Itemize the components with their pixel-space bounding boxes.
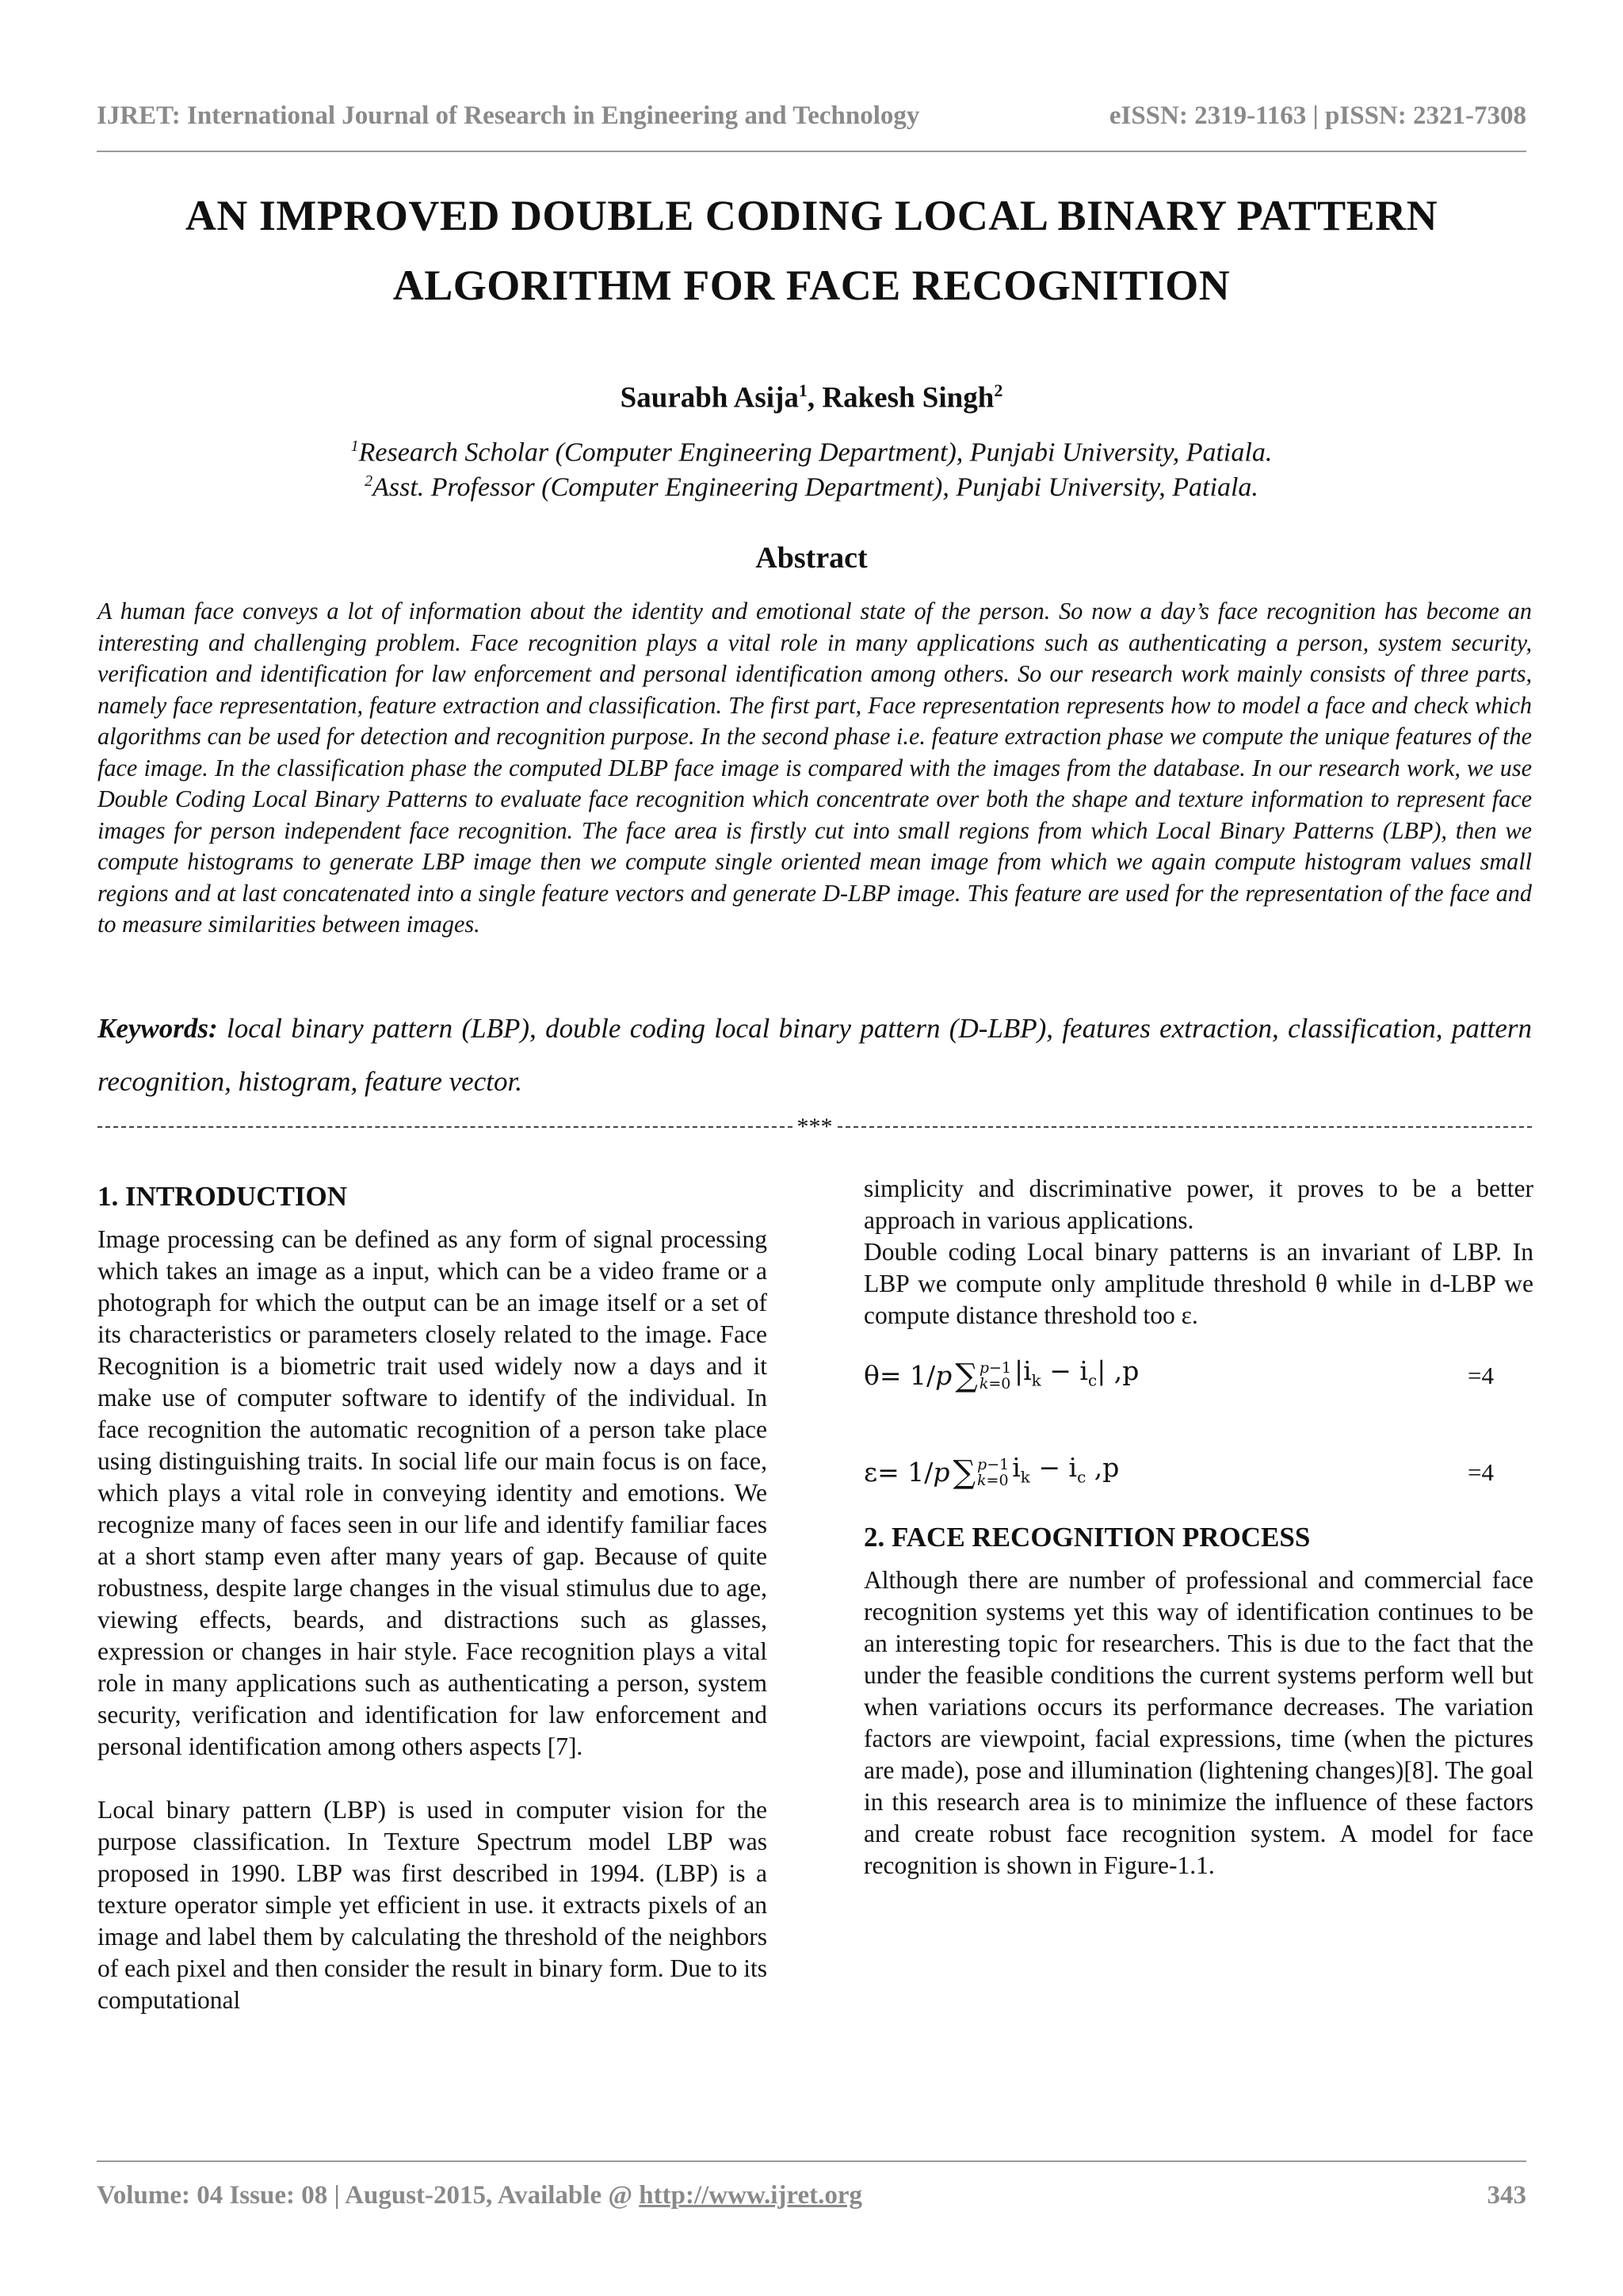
separator-stars: *** [796,1114,833,1140]
running-header [97,97,1526,135]
footer-rule [97,2160,1526,2162]
title-line-2: ALGORITHM FOR FACE RECOGNITION [392,262,1231,309]
affiliation [0,472,1623,502]
header-rule [97,151,1526,152]
sum-lower-limit: 𝑘=0 [977,1472,1009,1489]
summation [955,1360,1011,1392]
equation-epsilon [864,1449,1533,1496]
page-number: 343 [1487,2180,1526,2210]
section-heading-introduction: 1. INTRODUCTION [97,1181,348,1212]
affiliation-mark: 2 [365,472,373,490]
equation-subscript: k [1031,1370,1041,1390]
equation-term: i [1012,1452,1021,1484]
equation-subscript: c [1077,1467,1086,1487]
paragraph: Although there are number of professional and commercial face recognition systems yet this way of identification continues to be an interesting topic for researchers. This is due to the fact that the under the feasible conditions the current systems perform well but when variations occurs its performance decreases. The variation factors are viewpoint, facial expressions, time (when the pictures are made), pose and illumination (lightening changes)[8]. The goal in this research area is to minimize the influence of these factors and create robust face recognition system. A model for face recognition is shown in Figure-1.1. [864,1566,1533,1879]
affiliation-text: Asst. Professor (Computer Engineering Department), Punjabi University, Patiala. [372,472,1258,502]
paper-title [79,181,1544,320]
title-line-1: AN IMPROVED DOUBLE CODING LOCAL BINARY PATTERN [185,192,1438,239]
equation-subscript: c [1087,1370,1098,1390]
equation-number: =4 [1468,1362,1494,1389]
keywords-text: local binary pattern (LBP), double coding local binary pattern (D-LBP), features extraction, classification, pattern recognition, histogram, feature vector. [97,1013,1532,1097]
equation-theta [864,1352,1533,1400]
equation-term: | ,p [1097,1355,1140,1387]
summation-limits [980,1360,1011,1392]
equation-term: |i [1014,1355,1032,1387]
left-column [97,1173,767,2016]
paragraph-gap [97,1763,767,1794]
paragraph: simplicity and discriminative power, it proves to be a better approach in various applications. [864,1175,1533,1234]
equation-term: ,p [1086,1452,1120,1484]
author-affil-mark: 1 [798,380,808,400]
abstract-heading: Abstract [755,541,868,575]
author-name: Rakesh Singh [822,381,995,415]
dashed-rule [97,1126,792,1128]
affiliation-mark: 1 [350,437,359,455]
sum-upper-limit: 𝑝−1 [977,1456,1010,1473]
equation-subscript: k [1020,1467,1030,1487]
equation-term: − i [1029,1452,1078,1484]
affiliation-text: Research Scholar (Computer Engineering Department), Punjabi University, Patiala. [358,437,1273,468]
keywords-label: Keywords: [97,1013,218,1044]
sigma-symbol: ∑ [953,1454,976,1491]
keywords [97,1002,1532,1108]
section-heading-face-recognition-process: 2. FACE RECOGNITION PROCESS [864,1522,1311,1553]
sum-upper-limit: 𝑝−1 [979,1359,1011,1377]
equation-body [1014,1355,1139,1396]
right-column [864,1173,1533,1881]
equation-term: − i [1041,1355,1088,1387]
sum-lower-limit: 𝑘=0 [979,1375,1011,1392]
journal-url-link[interactable]: http://www.ijret.org [639,2180,862,2210]
equation-body [1012,1452,1119,1493]
dashed-rule [838,1126,1533,1128]
running-footer [97,2176,1526,2214]
equation-expression [864,1452,1119,1493]
paragraph: Local binary pattern (LBP) is used in computer vision for the purpose classification. In Texture Spectrum model LBP was proposed in 1990. LBP was first described in 1994. (LBP) is a texture operator simple yet efficient in use. it extracts pixels of an image and label them by calculating the threshold of the neighbors of each pixel and then consider the result in binary form. Due to its computational [97,1796,768,2014]
volume-info [97,2181,862,2210]
equation-lhs: θ= 1/𝑝 [864,1360,953,1391]
summation-limits [977,1457,1009,1488]
volume-text: Volume: 04 Issue: 08 | August-2015, Available @ [97,2180,640,2210]
equation-expression [864,1355,1139,1396]
equation-lhs: ɛ= 1/𝑝 [864,1457,950,1488]
abstract-text: A human face conveys a lot of information about the identity and emotional state of the person. So now a day’s face recognition has become an interesting and challenging problem. Face recognition plays a vital role in many applications such as authenticating a person, system security, verification and identification for law enforcement and personal identification among others. So our research work mainly consists of three parts, namely face representation, feature extraction and classification. The first part, Face representation represents how to model a face and check which algorithms can be used for detection and recognition purpose. In the second phase i.e. feature extraction phase we compute the unique features of the face image. In the classification phase the computed DLBP face image is compared with the images from the database. In our research work, we use Double Coding Local Binary Patterns to evaluate face recognition which concentrate over both the shape and texture information to represent face images for person independent face recognition. The face area is firstly cut into small regions from which Local Binary Patterns (LBP), then we compute histograms to generate LBP image then we compute single oriented mean image from which we again compute histogram values small regions and at last concatenated into a single feature vectors and generate D-LBP image. This feature are used for the representation of the face and to measure similarities between images. [97,598,1532,938]
equation-number: =4 [1468,1458,1494,1486]
affiliation [0,437,1623,468]
summation [953,1454,1010,1491]
issn-info: eISSN: 2319-1163 | pISSN: 2321-7308 [1109,101,1526,130]
author-name: Saurabh Asija [620,381,799,415]
paragraph: Double coding Local binary patterns is an invariant of LBP. In LBP we compute only amplitude threshold θ while in d-LBP we compute distance threshold too ɛ. [864,1238,1533,1329]
paragraph: Image processing can be defined as any form of signal processing which takes an image as a input, which can be a video frame or a photograph for which the output can be an image itself or a set of its characteristics or parameters closely related to the image. Face Recognition is a biometric trait used widely now a days and it make use of computer software to identify of the individual. In face recognition the automatic recognition of a person take place using distinguishing traits. In social life our main focus is on face, which plays a vital role in conveying identity and emotions. We recognize many of faces seen in our life and identify familiar faces at a short stamp even after many years of gap. Because of quite robustness, despite large changes in the visual stimulus due to age, viewing effects, beards, and distractions such as glasses, expression or changes in hair style. Face recognition plays a vital role in many applications such as authenticating a person, system security, verification and identification for law enforcement and personal identification among others aspects [7]. [97,1225,767,1760]
sigma-symbol: ∑ [955,1358,978,1394]
journal-name: IJRET: International Journal of Research in Engineering and Technology [97,101,920,130]
author-affil-mark: 2 [994,380,1003,400]
author-separator: , [807,381,823,415]
section-separator [97,1111,1532,1143]
author-list [0,380,1623,415]
